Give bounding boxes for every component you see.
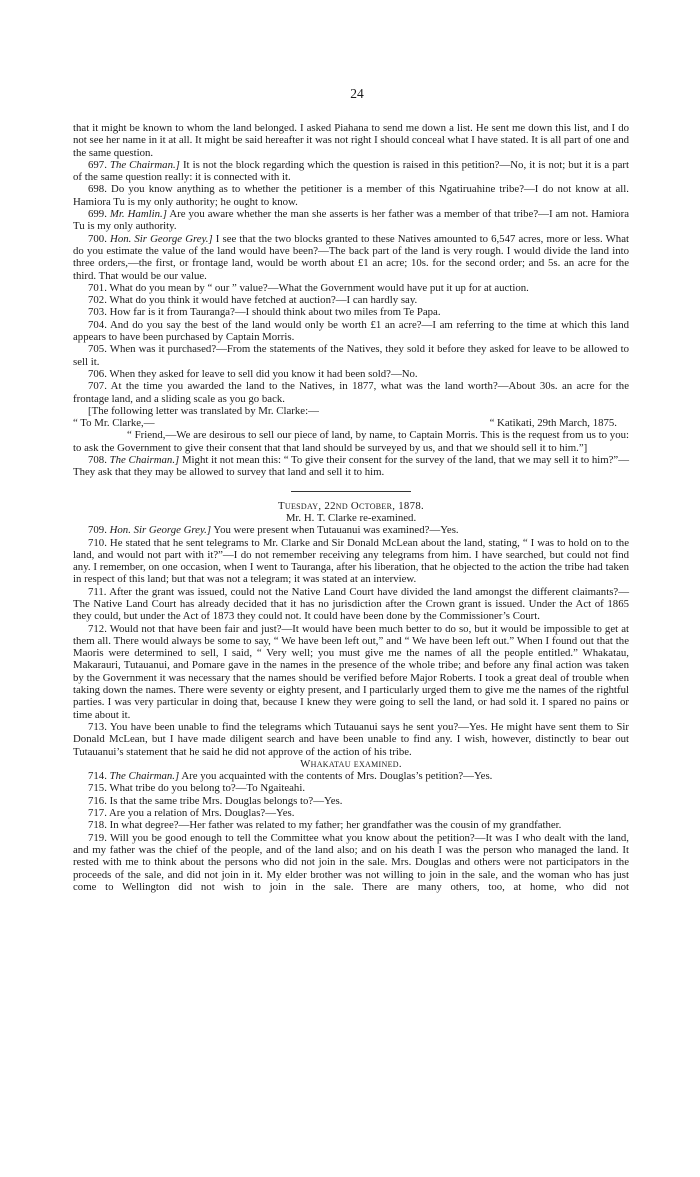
letter-salutation: “ To Mr. Clarke,—: [73, 417, 155, 430]
question-710: 710. He stated that he sent telegrams to Mr. Clarke and Sir Donald McLean about the land, stating, “ I was to hold on to the land, and would not part with it?”—I do not remember receiving any telegrams from him. I have searched, but could not find any. I remember, on one occasion, when I went to Tauranga, after his liberation, that he objected to the action the tribe had taken in respect of this land; but that was not a telegram; it was stated at an interview.: [73, 536, 629, 586]
speaker-label: Mr. Hamlin.]: [109, 208, 167, 221]
question-719: 719. Will you be good enough to tell the Committee what you know about the petition?—It was I who dealt with the land, and my father was the chief of the people, and of the land also; and on his death I was the person who managed the land. It rested with me to think about the persons who did not join in the sale. Mrs. Douglas and others were not participators in the proceeds of the sale, and did not join in it. My elder brother was not willing to join in the sale, and the woman who has just come to Wellington did not wish to join in the sale. There are many others, too, at home, who did not: [73, 831, 629, 893]
question-number: 714.: [88, 770, 107, 783]
question-number: 709.: [88, 524, 107, 537]
letter-place-date: “ Katikati, 29th March, 1875.: [489, 417, 617, 430]
question-715: 715. What tribe do you belong to?—To Ngaiteahi.: [88, 782, 306, 795]
speaker-label: Hon. Sir George Grey.]: [110, 232, 213, 245]
question-698: 698. Do you know anything as to whether the petitioner is a member of this Ngatiruahine tribe?—I do not know at all. Hamiora Tu is my only authority; he ought to know.: [73, 183, 629, 208]
question-701: 701. What do you mean by “ our ” value?—What the Government would have put it up for at auction.: [88, 281, 529, 294]
question-text: Are you aware whether the man she asserts is her father was a member of that tribe?—I am not. Hamiora Tu is my only authority.: [73, 208, 630, 233]
question-number: 708.: [88, 454, 107, 467]
session-date: Tuesday, 22nd October, 1878.: [277, 499, 425, 512]
paragraph-intro: that it might be known to whom the land belonged. I asked Piahana to send me down a list. He sent me down this list, and I do not see her name in it at all. It might be said hereafter it was not right I should conceal what I have stated. It is all part of one and the same question.: [73, 122, 629, 159]
speaker-label: The Chairman.]: [109, 454, 180, 467]
question-702: 702. What do you think it would have fetched at auction?—I can hardly say.: [88, 294, 418, 307]
question-706: 706. When they asked for leave to sell did you know it had been sold?—No.: [88, 367, 418, 380]
question-709: [73, 524, 629, 536]
question-704: 704. And do you say the best of the land would only be worth £1 an acre?—I am referring to the time at which this land appears to have been purchased by Captain Morris.: [73, 318, 629, 344]
question-717: 717. Are you a relation of Mrs. Douglas?—Yes.: [88, 807, 295, 820]
question-text: Might it not mean this: “ To give their consent for the survey of the land, that we may sell it to him?”—They ask that they may be allowed to survey that land and sell it to him.: [73, 454, 629, 479]
section-divider: [291, 491, 411, 492]
question-700: [73, 233, 629, 282]
letter-heading: [73, 417, 629, 429]
question-number: 700.: [88, 232, 107, 245]
speaker-label: Hon. Sir George Grey.]: [109, 524, 212, 537]
question-705: 705. When was it purchased?—From the statements of the Natives, they sold it before they asked for leave to be allowed to sell it.: [73, 343, 629, 368]
letter-body: “ Friend,—We are desirous to sell our piece of land, by name, to Captain Morris. This is the request from us to you: to ask the Government to give their consent that that land should be surveyed by us, and that we should sell it to him.”]: [73, 429, 629, 454]
question-697: [73, 159, 629, 184]
question-712: 712. Would not that have been fair and just?—It would have been much better to do so, but it would be impossible to get at them all. There would always be some to say, “ We have been left out,” and “ We have been left out.” When I found out that the Maoris were determined to sell, I said, “ Very well; you must give me the names of all the people entitled.” Whakatau, Makarauri, Tutauanui, and Pomare gave in the names in the presence of the whole tribe; and before any final action was taken by the Government it was necessary that the names should be verified before Major Roberts. I took a great deal of trouble when taking down the names. There were seventy or eighty present, and I particularly urged them to give me the names of the rightful parties. I was very particular in doing that, because I knew they were going to sell the land, or had sold it. I spared no pains or time about it.: [73, 622, 629, 721]
question-text: You were present when Tutauanui was examined?—Yes.: [213, 524, 459, 537]
speaker-label: The Chairman.]: [109, 158, 180, 171]
question-number: 699.: [88, 208, 107, 221]
question-text: Are you acquainted with the contents of Mrs. Douglas’s petition?—Yes.: [181, 770, 493, 783]
question-text: I see that the two blocks granted to these Natives amounted to 6,547 acres, more or less. What do you estimate the value of the land would have been?—The back part of the land is very rough. I would divide the land into three orders,—the first, or frontage land, would be worth about £1 an acre; 10s. for the second order; and 5s. an acre for the third. That would be our value.: [73, 232, 630, 282]
question-699: [73, 208, 629, 233]
question-713: 713. You have been unable to find the telegrams which Tutauanui says he sent you?—Yes. He might have sent them to Sir Donald McLean, but I have made diligent search and have been unable to find any. I wish, however, distinctly to bear out Tutauanui’s statement that he said he did not approve of the action of his tribe.: [73, 720, 629, 758]
question-711: 711. After the grant was issued, could not the Native Land Court have divided the land amongst the different claimants?—The Native Land Court has already decided that it has no jurisdiction after the Crown grant is issued. Under the Act of 1865 they could, but under the Act of 1873 they could not. It could have been done by the Commissioner’s Court.: [73, 585, 629, 623]
question-708: [73, 454, 629, 479]
witness-heading: Whakatau examined.: [300, 757, 402, 770]
question-718: 718. In what degree?—Her father was related to my father; her grandfather was the cousin of my grandfather.: [88, 819, 562, 832]
speaker-label: The Chairman.]: [109, 770, 180, 783]
question-text: It is not the block regarding which the question is raised in this petition?—No, it is not; but it is a part of the same question really: it is connected with it.: [73, 158, 630, 184]
question-707: 707. At the time you awarded the land to the Natives, in 1877, what was the land worth?—About 30s. an acre for the frontage land, and a sliding scale as you go back.: [73, 380, 629, 405]
letter-intro: [The following letter was translated by Mr. Clarke:—: [88, 404, 319, 417]
question-703: 703. How far is it from Tauranga?—I should think about two miles from Te Papa.: [88, 306, 441, 319]
question-714: [73, 770, 629, 782]
page-number: 24: [350, 86, 364, 101]
question-716: 716. Is that the same tribe Mrs. Douglas belongs to?—Yes.: [88, 794, 343, 807]
question-number: 697.: [88, 158, 107, 171]
witness-heading: Mr. H. T. Clarke re-examined.: [285, 511, 417, 524]
document-page: [73, 86, 629, 893]
